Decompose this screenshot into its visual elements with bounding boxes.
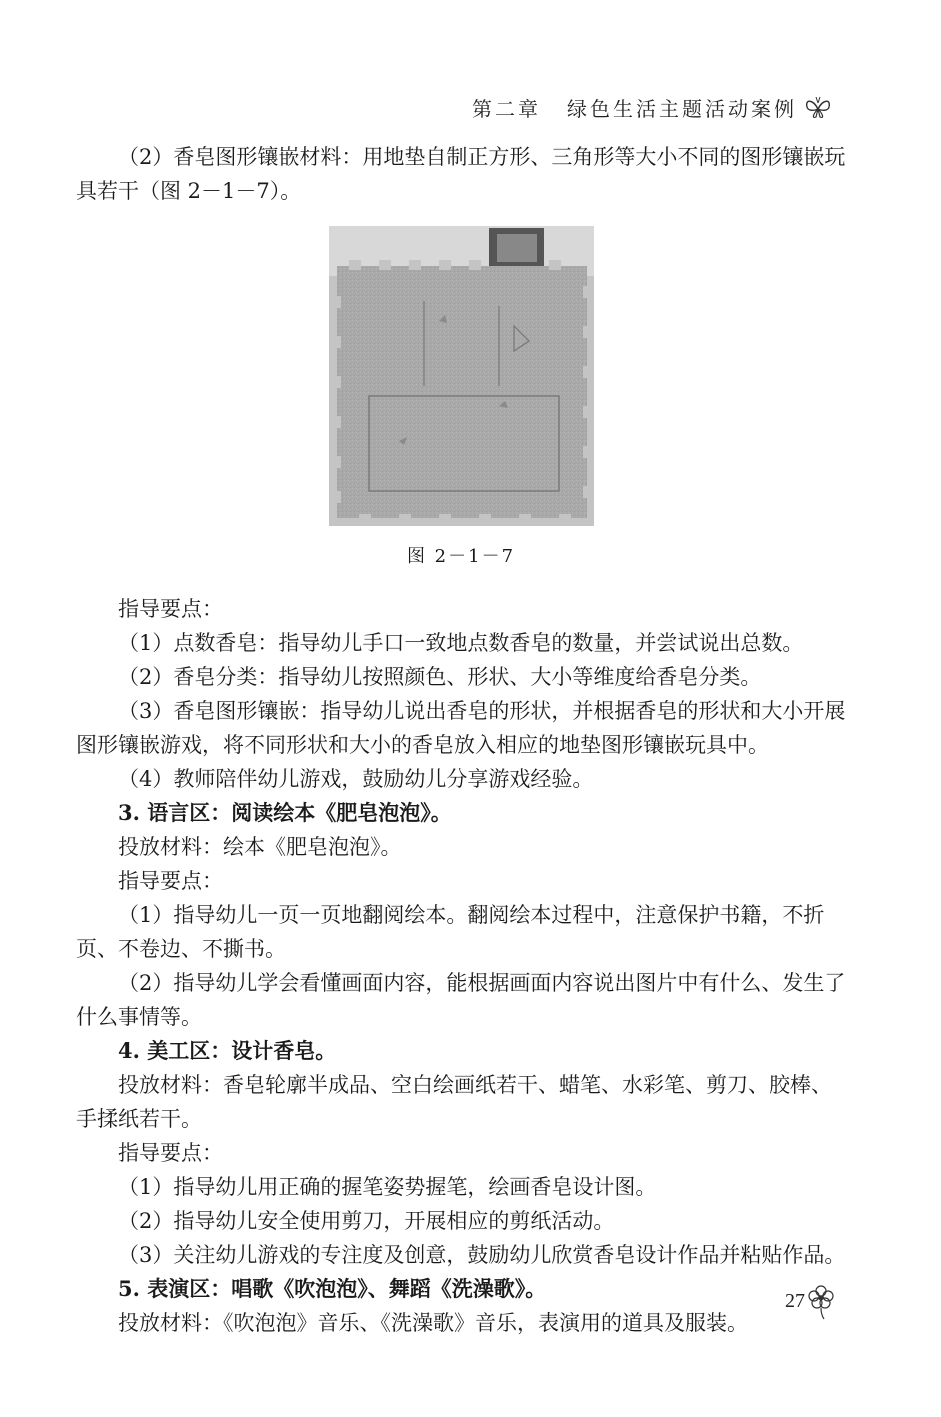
chapter-title: 绿色生活主题活动案例 xyxy=(567,97,797,121)
guidance-heading: 指导要点： xyxy=(118,1141,223,1165)
guidance-item: （3）关注幼儿游戏的专注度及创意，鼓励幼儿欣赏香皂设计作品并粘贴作品。 xyxy=(118,1243,846,1267)
guidance-heading: 指导要点： xyxy=(118,597,223,621)
foam-puzzle-mat-photo xyxy=(329,226,594,526)
chapter-label: 第二章 xyxy=(472,97,541,121)
flower-icon xyxy=(806,1282,836,1320)
guidance-item: （2）指导幼儿安全使用剪刀，开展相应的剪纸活动。 xyxy=(118,1209,615,1233)
materials-paragraph: 投放材料：《吹泡泡》音乐、《洗澡歌》音乐，表演用的道具及服装。 xyxy=(118,1311,748,1335)
guidance-item: （1）点数香皂：指导幼儿手口一致地点数香皂的数量，并尝试说出总数。 xyxy=(118,631,804,655)
section-heading-language: 3. 语言区：阅读绘本《肥皂泡泡》。 xyxy=(118,800,452,825)
section-heading-art: 4. 美工区：设计香皂。 xyxy=(118,1038,337,1063)
guidance-item: （2）香皂分类：指导幼儿按照颜色、形状、大小等维度给香皂分类。 xyxy=(118,665,762,689)
guidance-item: （3）香皂图形镶嵌：指导幼儿说出香皂的形状，并根据香皂的形状和大小开展图形镶嵌游戏，将不同形状和大小的香皂放入相应的地垫图形镶嵌玩具中。 xyxy=(76,699,846,757)
materials-paragraph: 投放材料：香皂轮廓半成品、空白绘画纸若干、蜡笔、水彩笔、剪刀、胶棒、手揉纸若干。 xyxy=(76,1073,832,1131)
page-number: 27 xyxy=(785,1290,805,1312)
guidance-item: （4）教师陪伴幼儿游戏，鼓励幼儿分享游戏经验。 xyxy=(118,767,594,791)
body-text xyxy=(76,592,846,1340)
butterfly-icon xyxy=(803,95,833,121)
guidance-item: （2）指导幼儿学会看懂画面内容，能根据画面内容说出图片中有什么、发生了什么事情等。 xyxy=(76,971,846,1029)
figure-caption: 图 2－1－7 xyxy=(406,546,516,567)
materials-paragraph: 投放材料：绘本《肥皂泡泡》。 xyxy=(118,835,402,859)
guidance-item: （1）指导幼儿用正确的握笔姿势握笔，绘画香皂设计图。 xyxy=(118,1175,657,1199)
figure-photo xyxy=(329,226,594,526)
running-header xyxy=(472,93,833,122)
intro-paragraph: （2）香皂图形镶嵌材料：用地垫自制正方形、三角形等大小不同的图形镶嵌玩具若干（图 2－1－7）。 xyxy=(76,145,846,203)
guidance-heading: 指导要点： xyxy=(118,869,223,893)
section-heading-performance: 5. 表演区：唱歌《吹泡泡》、舞蹈《洗澡歌》。 xyxy=(118,1276,547,1301)
page-content xyxy=(76,140,846,1340)
guidance-item: （1）指导幼儿一页一页地翻阅绘本。翻阅绘本过程中，注意保护书籍，不折页、不卷边、不撕书。 xyxy=(76,903,825,961)
